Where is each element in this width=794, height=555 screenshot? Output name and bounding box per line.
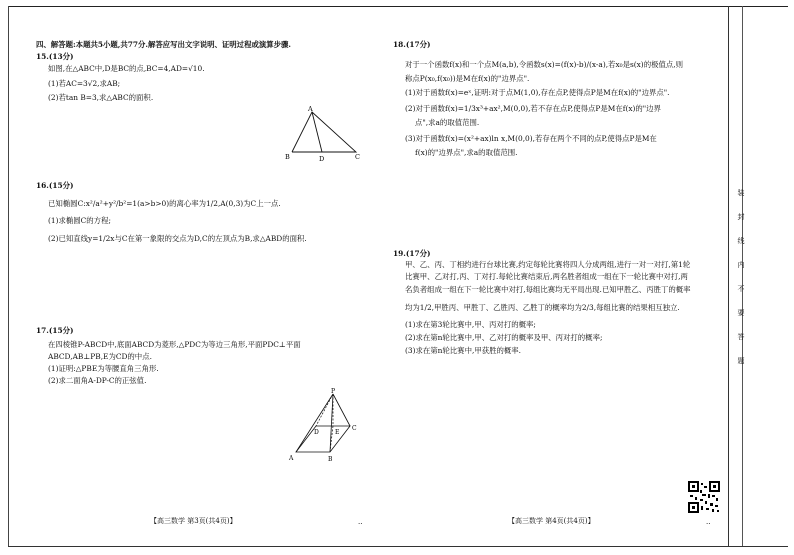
q19-part3: (3)求在第n轮比赛中,甲获胜的概率.	[405, 346, 522, 355]
q15-triangle-figure	[282, 104, 368, 166]
q16-part1: (1)求椭圆C的方程;	[48, 216, 111, 225]
q18-part3-line2: f(x)的"边界点",求a的取值范围.	[415, 148, 518, 157]
edge-pc	[333, 394, 350, 426]
top-border	[8, 6, 788, 7]
q17-part1: (1)证明:△PBE为等腰直角三角形.	[48, 364, 159, 373]
side-margin-char-3: 线	[737, 237, 745, 245]
side-margin-char-1: 装	[737, 189, 745, 197]
q19-stem-line1: 甲、乙、丙、丁相约进行台球比赛,约定每轮比赛将四人分成两组,进行一对一对打,第1轮	[405, 260, 691, 269]
qr-code-icon	[688, 481, 720, 513]
q17-stem-line2: ABCD,AB⊥PB,E为CD的中点.	[48, 352, 152, 361]
segment-ad	[312, 112, 322, 152]
q16-stem: 已知椭圆C:x²/a²+y²/b²=1(a>b>0)的离心率为1/2,A(0,3)为C上一点.	[48, 199, 281, 208]
q18-title: 18.(17分)	[393, 40, 431, 49]
left-border	[8, 6, 9, 546]
footer-page-right: 【高三数学 第4页(共4页)】	[508, 517, 595, 525]
q15-stem: 如图,在△ABC中,D是BC的点,BC=4,AD=√10.	[48, 64, 205, 73]
q19-stem-line3: 名负者组成一组在下一轮比赛中对打,每组比赛均无平局出现.已知甲胜乙、丙胜丁的概率	[405, 285, 691, 294]
side-margin-char-7: 答	[737, 333, 745, 341]
q15-title: 15.(13分)	[36, 52, 74, 61]
label-a: A	[289, 455, 294, 462]
label-e: E	[335, 429, 340, 436]
q17-pyramid-figure	[286, 386, 366, 464]
edge-pb	[330, 394, 333, 452]
q16-title: 16.(15分)	[36, 181, 74, 190]
q15-part1: (1)若AC=3√2,求AB;	[48, 79, 121, 88]
q19-part1: (1)求在第3轮比赛中,甲、丙对打的概率;	[405, 320, 536, 329]
label-p: P	[331, 388, 336, 395]
footer-mark-left: ..	[358, 518, 363, 526]
side-margin-char-5: 不	[737, 285, 745, 293]
edge-pa	[296, 394, 333, 452]
q18-part2-line1: (2)对于函数f(x)=1/3x³+ax²,M(0,0),若不存在点P,使得点P是M在f(x)的"边界	[405, 104, 661, 113]
side-margin-char-4: 内	[737, 261, 745, 269]
q19-stem-line2: 比赛甲、乙对打,丙、丁对打.每轮比赛结束后,两名胜者组成一组在下一轮比赛中对打,两	[405, 272, 688, 281]
binding-rail-outer-line	[742, 6, 743, 546]
q19-title: 19.(17分)	[393, 249, 431, 258]
q17-part2: (2)求二面角A-DP-C的正弦值.	[48, 376, 147, 385]
label-a: A	[308, 105, 313, 113]
label-c: C	[355, 153, 360, 161]
section-header: 四、解答题:本题共5小题,共77分.解答应写出文字说明、证明过程或演算步骤.	[36, 40, 291, 49]
footer-mark-right: ..	[706, 518, 711, 526]
q18-part1: (1)对于函数f(x)=eˣ,证明:对于点M(1,0),存在点P,使得点P是M在f(x)的"边界点".	[405, 88, 670, 97]
label-b: B	[285, 153, 290, 161]
binding-rail-line	[728, 6, 729, 546]
q19-stem-line4: 均为1/2,甲胜丙、甲胜丁、乙胜丙、乙胜丁的概率均为2/3,每组比赛的结果相互独立.	[405, 303, 680, 312]
bottom-border	[8, 546, 788, 547]
q18-stem-line2: 称点P(x₀,f(x₀))是M在f(x)的"边界点".	[405, 74, 530, 83]
edge-pd	[316, 394, 333, 426]
q16-part2: (2)已知直线y=1/2x与C在第一象限的交点为D,C的左顶点为B,求△ABD的面积.	[48, 234, 307, 243]
q18-part3-line1: (3)对于函数f(x)=(x²+ax)ln x,M(0,0),若存在两个不同的点P,使得点P是M在	[405, 134, 657, 143]
triangle-abc	[292, 112, 356, 152]
q17-stem-line1: 在四棱锥P-ABCD中,底面ABCD为菱形,△PDC为等边三角形,平面PDC⊥平面	[48, 340, 301, 349]
q18-stem-line1: 对于一个函数f(x)和一个点M(a,b),令函数s(x)=(f(x)-b)/(x-a),若x₀是s(x)的极值点,则	[405, 60, 683, 69]
side-margin-char-6: 要	[737, 309, 745, 317]
side-margin-char-8: 题	[737, 357, 745, 365]
label-c: C	[352, 425, 357, 432]
label-d: D	[314, 429, 319, 436]
q18-part2-line2: 点",求a的取值范围.	[415, 118, 480, 127]
q15-part2: (2)若tan B=3,求△ABC的面积.	[48, 93, 154, 102]
footer-page-left: 【高三数学 第3页(共4页)】	[150, 517, 237, 525]
label-b: B	[328, 456, 333, 463]
side-margin-char-2: 封	[737, 213, 745, 221]
label-d: D	[319, 155, 325, 163]
q19-part2: (2)求在第n轮比赛中,甲、乙对打的概率及甲、丙对打的概率;	[405, 333, 603, 342]
q17-title: 17.(15分)	[36, 326, 74, 335]
